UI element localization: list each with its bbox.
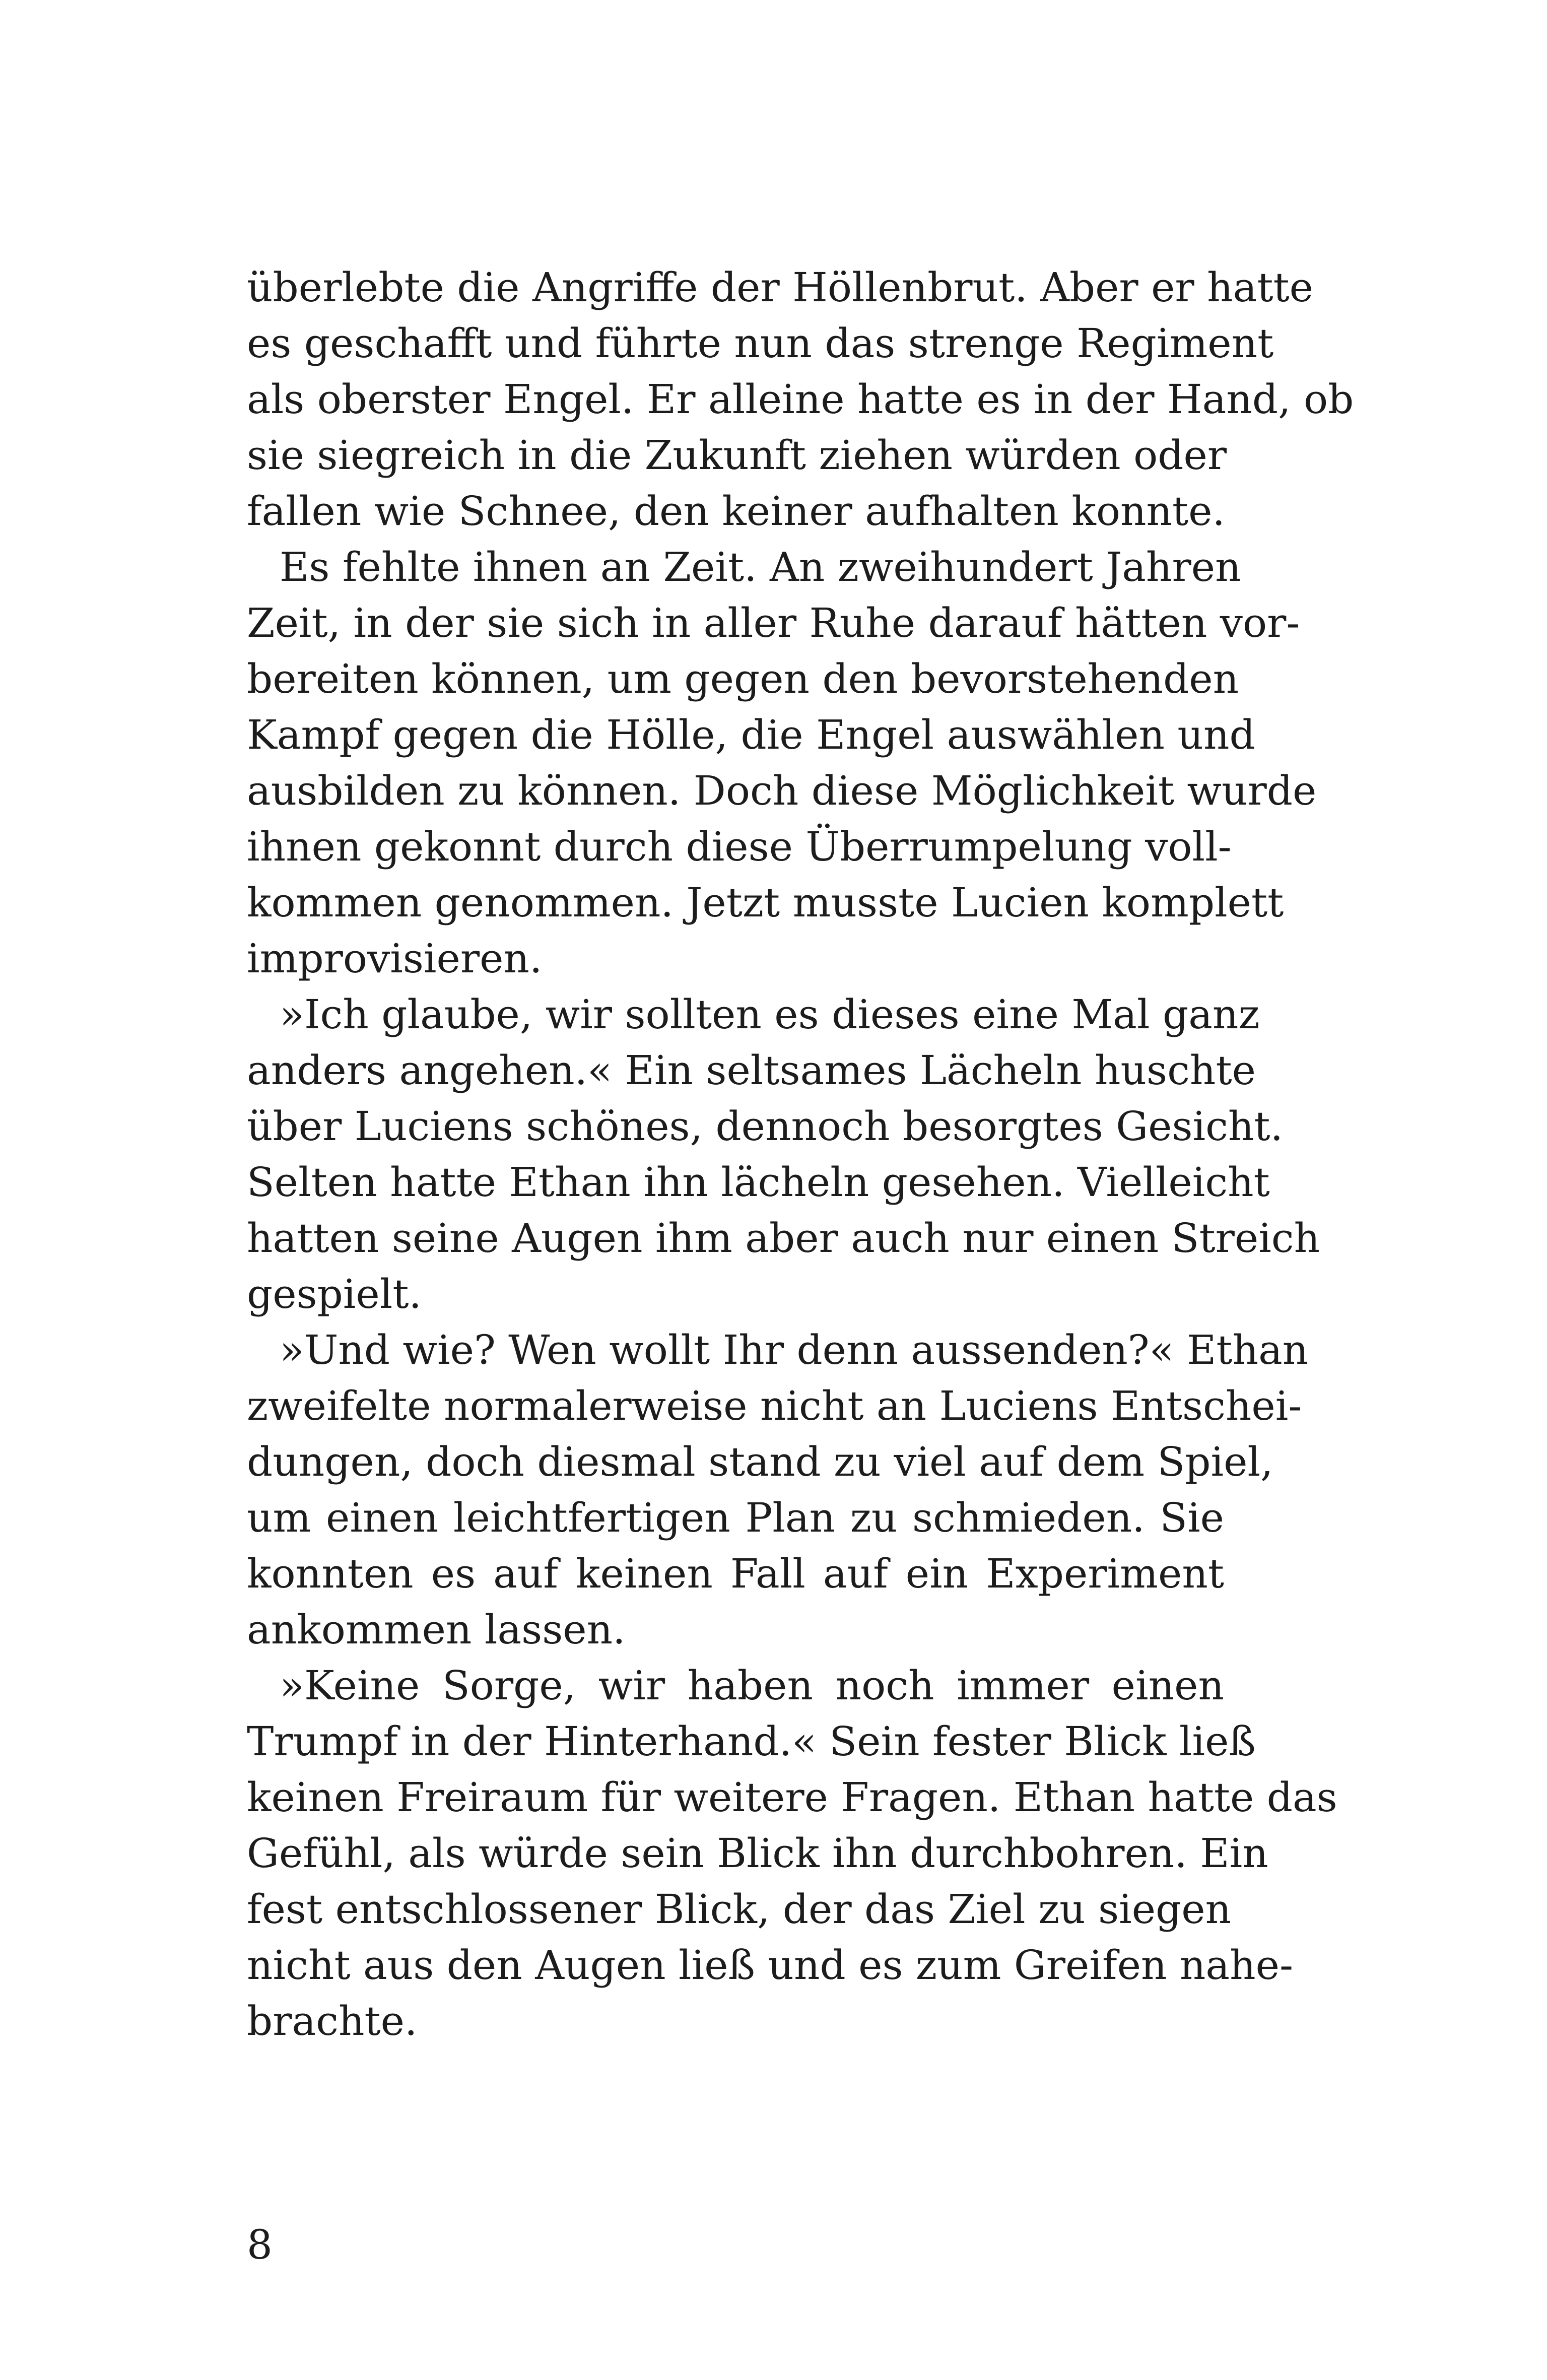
text-line: nicht aus den Augen ließ und es zum Greifen nahe-: [247, 1942, 1293, 1989]
text-line: um einen leichtfertigen Plan zu schmieden. Sie: [247, 1494, 1224, 1541]
body-text: [247, 259, 1354, 2049]
text-line: ausbilden zu können. Doch diese Möglichkeit wurde: [247, 767, 1317, 814]
text-line: »Keine Sorge, wir haben noch immer einen: [280, 1662, 1224, 1709]
page-number: 8: [247, 2221, 273, 2268]
text-line: »Ich glaube, wir sollten es dieses eine Mal ganz: [280, 991, 1260, 1038]
text-line: zweifelte normalerweise nicht an Luciens Entschei-: [247, 1382, 1302, 1429]
text-line: als oberster Engel. Er alleine hatte es in der Hand, ob: [247, 376, 1354, 423]
text-line: überlebte die Angriffe der Höllenbrut. Aber er hatte: [247, 264, 1313, 311]
text-line: keinen Freiraum für weitere Fragen. Ethan hatte das: [247, 1774, 1337, 1821]
text-line: anders angehen.« Ein seltsames Lächeln huschte: [247, 1047, 1256, 1094]
text-line: ihnen gekonnt durch diese Überrumpelung voll-: [247, 823, 1232, 870]
text-line: Gefühl, als würde sein Blick ihn durchbohren. Ein: [247, 1830, 1268, 1877]
text-line: hatten seine Augen ihm aber auch nur einen Streich: [247, 1215, 1320, 1262]
text-line: Kampf gegen die Hölle, die Engel auswählen und: [247, 711, 1255, 758]
text-line: bereiten können, um gegen den bevorstehenden: [247, 655, 1239, 702]
text-line: fest entschlossener Blick, der das Ziel zu siegen: [247, 1886, 1232, 1933]
text-line: sie siegreich in die Zukunft ziehen würden oder: [247, 432, 1227, 479]
text-line: Trumpf in der Hinterhand.« Sein fester Blick ließ: [247, 1718, 1256, 1765]
text-line: Selten hatte Ethan ihn lächeln gesehen. Vielleicht: [247, 1159, 1270, 1206]
text-line: dungen, doch diesmal stand zu viel auf dem Spiel,: [247, 1438, 1273, 1485]
text-line: improvisieren.: [247, 935, 543, 982]
text-line: konnten es auf keinen Fall auf ein Experiment: [247, 1550, 1224, 1597]
text-line: »Und wie? Wen wollt Ihr denn aussenden?« Ethan: [280, 1327, 1309, 1373]
text-line: über Luciens schönes, dennoch besorgtes Gesicht.: [247, 1103, 1283, 1150]
text-line: Es fehlte ihnen an Zeit. An zweihundert Jahren: [280, 544, 1241, 590]
text-line: ankommen lassen.: [247, 1606, 626, 1653]
text-line: kommen genommen. Jetzt musste Lucien komplett: [247, 879, 1284, 926]
text-line: Zeit, in der sie sich in aller Ruhe darauf hätten vor-: [247, 600, 1300, 646]
text-line: es geschafft und führte nun das strenge Regiment: [247, 320, 1274, 367]
text-line: brachte.: [247, 1998, 418, 2044]
text-line: fallen wie Schnee, den keiner aufhalten konnte.: [247, 488, 1225, 535]
text-line: gespielt.: [247, 1271, 422, 1317]
